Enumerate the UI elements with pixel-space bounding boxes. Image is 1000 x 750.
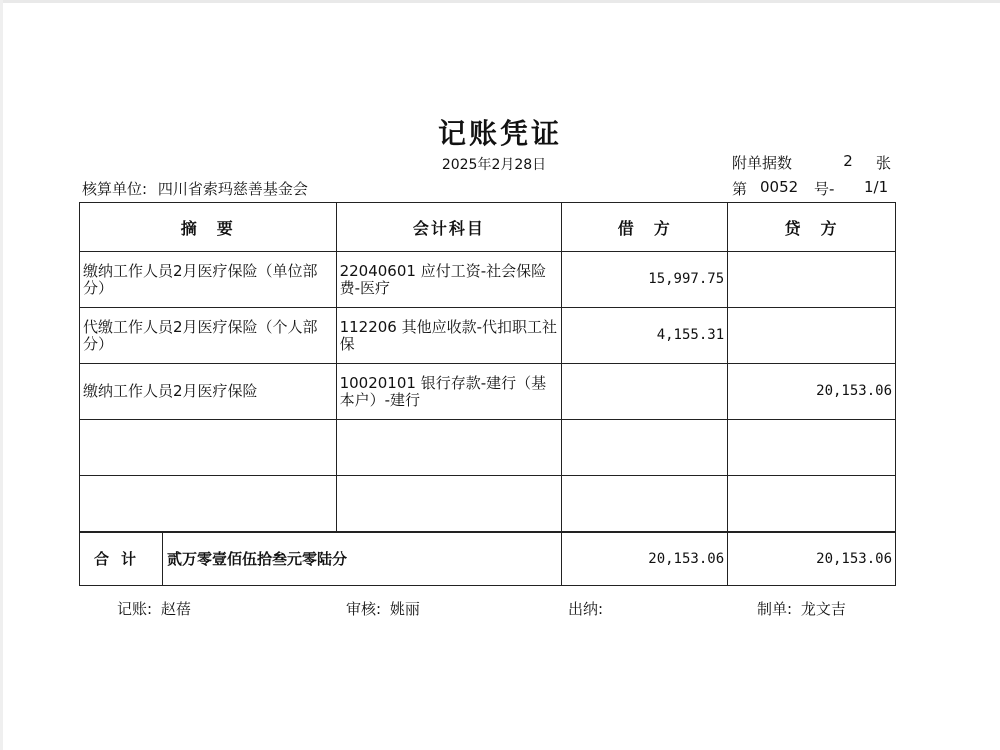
table-row	[80, 364, 896, 420]
debit-cell	[562, 364, 728, 420]
voucher-page-count: 1/1	[864, 178, 889, 196]
attachments-label: 附单据数	[732, 154, 793, 172]
summary-cell	[80, 476, 337, 533]
summary-cell	[80, 420, 337, 476]
voucher-table	[79, 202, 896, 586]
summary-cell: 代缴工作人员2月医疗保险（个人部分）	[80, 308, 337, 364]
attachments-unit: 张	[876, 154, 892, 172]
cashier-signature	[568, 598, 607, 619]
column-header-debit: 借 方	[562, 203, 728, 252]
bookkeeper-signature	[117, 598, 191, 619]
amount-in-words: 贰万零壹佰伍拾叁元零陆分	[167, 549, 348, 568]
column-header-summary: 摘 要	[80, 203, 337, 252]
total-label: 合计	[80, 533, 163, 585]
scan-edge-top	[0, 0, 1000, 3]
account-cell	[336, 476, 562, 533]
table-row	[80, 308, 896, 364]
preparer-name: 龙文吉	[800, 600, 846, 618]
voucher-number-value: 0052	[760, 178, 799, 196]
cashier-label: 出纳:	[568, 600, 604, 618]
bookkeeper-label: 记账:	[117, 600, 153, 618]
reviewer-label: 审核:	[346, 600, 382, 618]
credit-cell	[728, 308, 896, 364]
reviewer-signature	[346, 598, 420, 619]
debit-cell	[562, 420, 728, 476]
accounting-unit	[82, 178, 308, 199]
table-row	[80, 252, 896, 308]
debit-total: 20,153.06	[562, 532, 728, 586]
table-row	[80, 476, 896, 533]
table-header-row	[80, 203, 896, 252]
credit-cell	[728, 476, 896, 533]
credit-cell: 20,153.06	[728, 364, 896, 420]
bookkeeper-name: 赵蓓	[160, 600, 191, 618]
unit-label: 核算单位:	[82, 180, 148, 198]
debit-cell: 4,155.31	[562, 308, 728, 364]
column-header-credit: 贷 方	[728, 203, 896, 252]
unit-name: 四川省索玛慈善基金会	[157, 180, 308, 198]
account-cell	[336, 420, 562, 476]
total-row	[80, 532, 896, 586]
attachments-info	[732, 152, 891, 173]
reviewer-name: 姚丽	[389, 600, 420, 618]
credit-cell	[728, 420, 896, 476]
credit-total: 20,153.06	[728, 532, 896, 586]
voucher-prefix: 第	[732, 180, 748, 198]
preparer-signature	[757, 598, 846, 619]
total-label-group	[80, 532, 562, 586]
debit-cell	[562, 476, 728, 533]
voucher-date: 2025年2月28日	[441, 157, 547, 173]
voucher-suffix: 号-	[814, 180, 835, 198]
debit-cell: 15,997.75	[562, 252, 728, 308]
preparer-label: 制单:	[757, 600, 793, 618]
voucher-number	[732, 178, 894, 199]
account-cell: 112206 其他应收款-代扣职工社保	[336, 308, 562, 364]
summary-cell: 缴纳工作人员2月医疗保险	[80, 364, 337, 420]
credit-cell	[728, 252, 896, 308]
column-header-account: 会计科目	[336, 203, 562, 252]
account-cell: 22040601 应付工资-社会保险费-医疗	[336, 252, 562, 308]
attachments-count: 2	[843, 152, 853, 170]
voucher-title: 记账凭证	[437, 117, 562, 150]
summary-cell: 缴纳工作人员2月医疗保险（单位部分）	[80, 252, 337, 308]
account-cell: 10020101 银行存款-建行（基本户）-建行	[336, 364, 562, 420]
table-row	[80, 420, 896, 476]
